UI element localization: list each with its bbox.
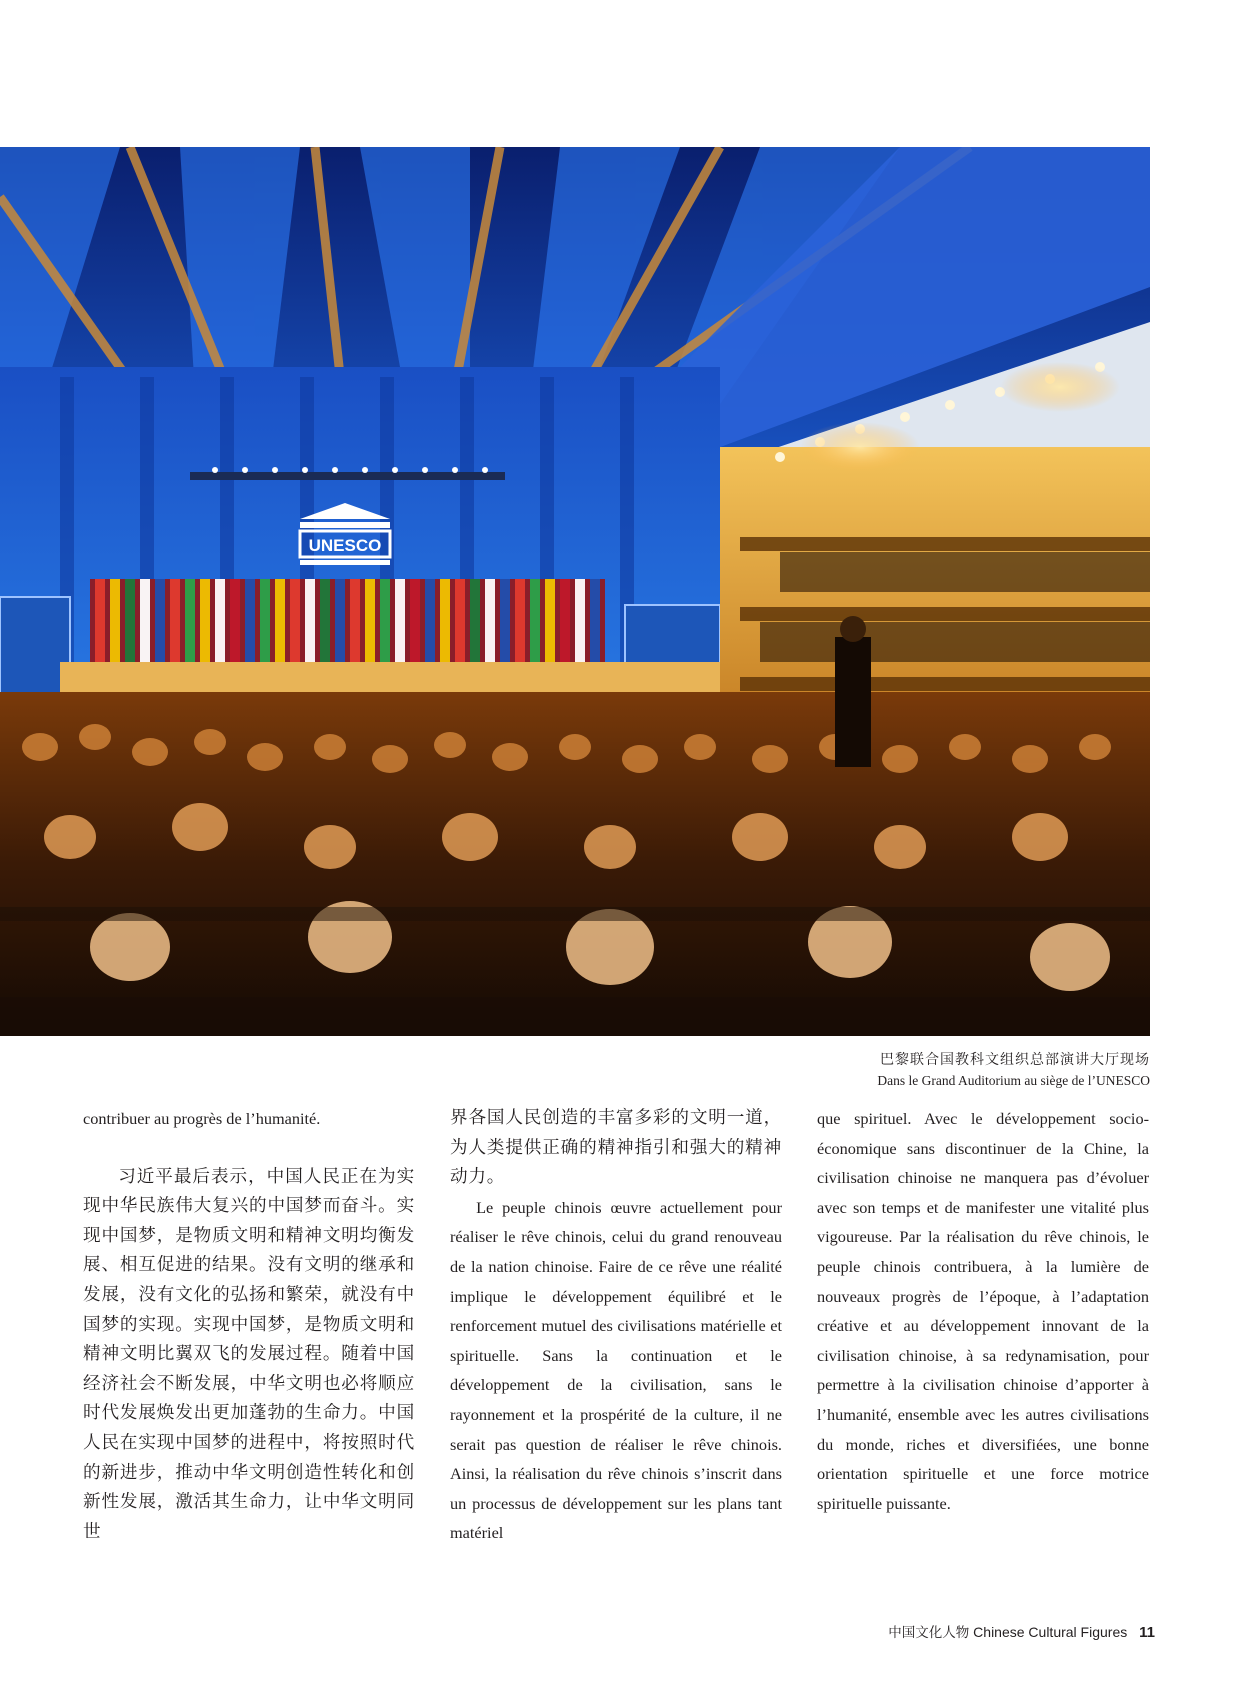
- text-column-1: [83, 1104, 415, 1547]
- flags-row: [90, 579, 605, 669]
- photo-caption: [877, 1049, 1150, 1091]
- col1-fr-paragraph: contribuer au progrès de l’humanité.: [83, 1109, 321, 1128]
- auditorium-photo: [0, 147, 1150, 1036]
- page-number: 11: [1139, 1624, 1155, 1641]
- footer-en-title: Chinese Cultural Figures: [973, 1624, 1128, 1640]
- footer-zh-title: 中国文化人物: [888, 1625, 970, 1641]
- unesco-logo-text: UNESCO: [308, 536, 382, 555]
- col3-fr-paragraph: que spirituel. Avec le développement socio-économique sans discontinuer de la Chine, la civilisation chinoise ne manquera pas d’évoluer avec son temps et de manifester une vitalité plus vigoureuse. Par la réalisation du rêve chinois, le peuple chinois contribuera, à la lumière de nouveaux progrès de l’époque, à l’adaptation créative et au développement innovant de la civilisation chinoise, à sa redynamisation, pour permettre à la civilisation chinoise d’apporter à l’humanité, ensemble avec les autres civilisations du monde, riches et diversifiées, une bonne orientation spirituelle et une force motrice spirituelle puissante.: [817, 1109, 1149, 1513]
- text-column-3: [817, 1104, 1149, 1518]
- left-screen: [0, 597, 70, 707]
- auditorium-illustration: [0, 147, 1150, 1036]
- page-footer: [888, 1621, 1155, 1641]
- col1-zh-paragraph: 习近平最后表示，中国人民正在为实现中华民族伟大复兴的中国梦而奋斗。实现中国梦，是物质文明和精神文明均衡发展、相互促进的结果。没有文明的继承和发展，没有文化的弘扬和繁荣，就没有中国梦的实现。实现中国梦，是物质文明和精神文明比翼双飞的发展过程。随着中国经济社会不断发展，中华文明也必将顺应时代发展焕发出更加蓬勃的生命力。中国人民在实现中国梦的进程中，将按照时代的新进步，推动中华文明创造性转化和创新性发展，激活其生命力，让中华文明同世: [83, 1166, 415, 1542]
- caption-fr: Dans le Grand Auditorium au siège de l’UNESCO: [877, 1073, 1150, 1088]
- standing-photographer: [835, 637, 871, 767]
- col2-zh-paragraph: 界各国人民创造的丰富多彩的文明一道，为人类提供正确的精神指引和强大的精神动力。: [450, 1108, 782, 1188]
- caption-zh: 巴黎联合国教科文组织总部演讲大厅现场: [880, 1052, 1150, 1068]
- col2-fr-paragraph: Le peuple chinois œuvre actuellement pour réaliser le rêve chinois, celui du grand renouveau de la nation chinoise. Faire de ce rêve une réalité implique le développement équilibré et le renforcement mutuel des civilisations matérielle et spirituelle. Sans la continuation et le développement de la civilisation, sans le rayonnement et la prospérité de la culture, il ne serait pas question de réaliser le rêve chinois. Ainsi, la réalisation du rêve chinois s’inscrit dans un processus de développement sur les plans tant matériel: [450, 1197, 782, 1543]
- text-column-2: [450, 1104, 782, 1548]
